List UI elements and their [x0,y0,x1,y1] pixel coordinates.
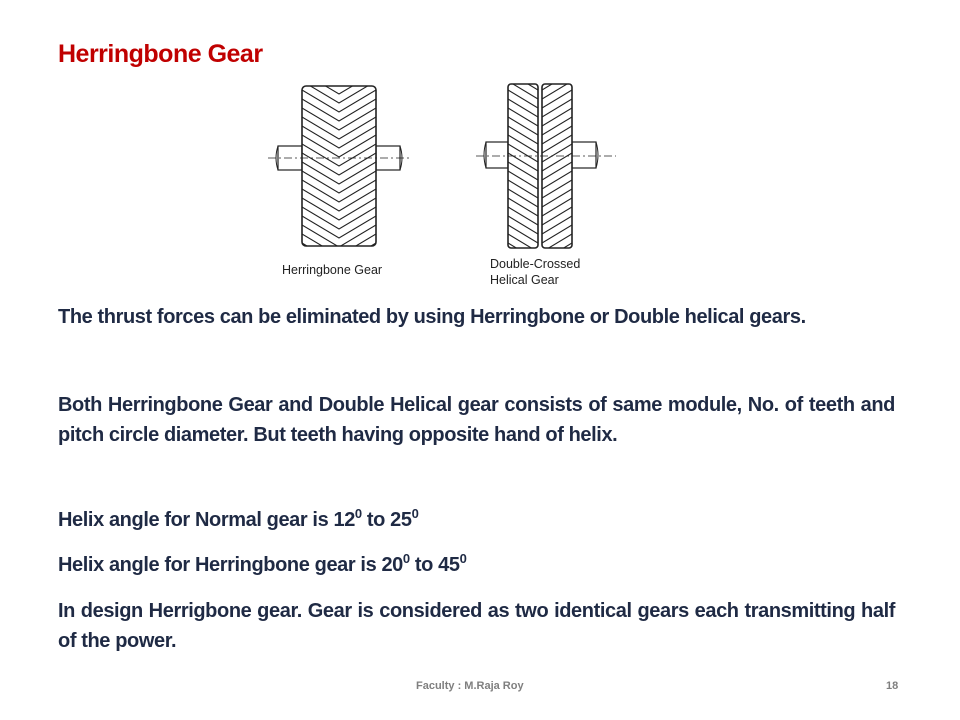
double-helical-caption-line1: Double-Crossed [490,257,581,271]
helix-angle-herringbone [58,550,895,580]
helix-normal-prefix: Helix angle for Normal gear is 12 [58,509,355,531]
slide-title: Herringbone Gear [58,40,263,68]
helix-herringbone-prefix: Helix angle for Herringbone gear is 20 [58,554,403,576]
degree-sup: 0 [402,551,410,566]
footer-faculty: Faculty : M.Raja Roy [416,680,524,692]
herringbone-gear-drawing [268,76,410,292]
gear-figure [260,76,640,298]
degree-sup: 0 [354,506,362,521]
degree-sup: 0 [459,551,467,566]
footer-page-number: 18 [886,680,899,692]
helix-normal-middle: to 25 [361,509,412,531]
helix-herringbone-middle: to 45 [409,554,460,576]
double-helical-caption-line2: Helical Gear [490,273,559,287]
herringbone-caption: Herringbone Gear [282,263,383,277]
paragraph-design: In design Herrigbone gear. Gear is considered as two identical gears each transmitting half of the power. [58,600,895,652]
paragraph-thrust-forces: The thrust forces can be eliminated by using Herringbone or Double helical gears. [58,306,806,328]
double-helical-caption [490,256,620,288]
paragraph-both-gears: Both Herringbone Gear and Double Helical gear consists of same module, No. of teeth and pitch circle diameter. But teeth having opposite hand of helix. [58,394,895,446]
degree-sup: 0 [411,506,419,521]
helix-angle-normal [58,505,895,535]
